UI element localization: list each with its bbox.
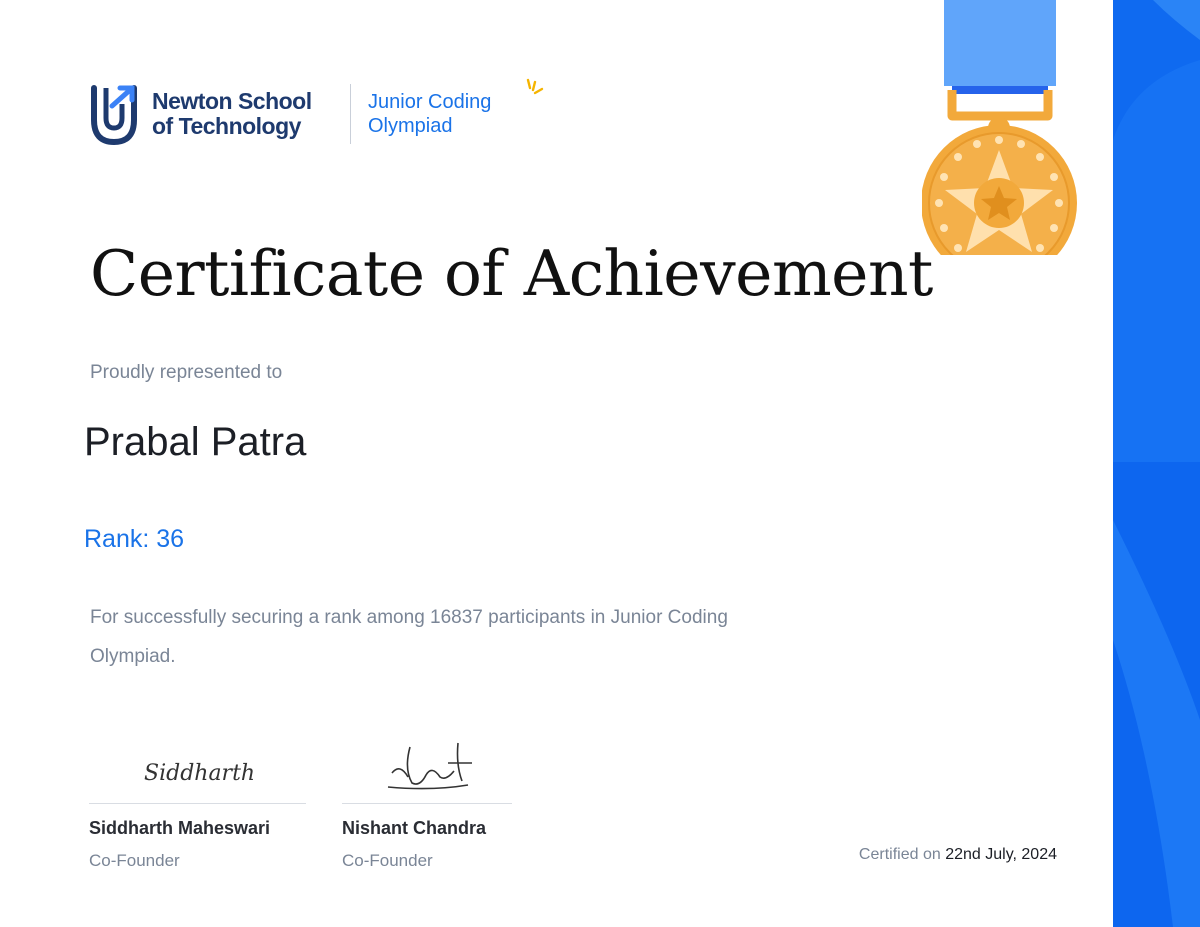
sparkle-icon bbox=[522, 78, 546, 100]
logo-divider bbox=[350, 84, 351, 144]
presented-text: Proudly represented to bbox=[90, 362, 283, 383]
certified-label: Certified on bbox=[858, 846, 941, 863]
rank-value: 36 bbox=[156, 525, 185, 553]
rank-label: Rank: bbox=[84, 525, 150, 553]
signatory-role: Co-Founder bbox=[89, 851, 180, 870]
certificate-title: Certificate of Achievement bbox=[90, 237, 933, 310]
program-name: Junior Coding Olympiad bbox=[368, 91, 492, 137]
signature-image bbox=[342, 735, 512, 803]
svg-text:Siddharth: Siddharth bbox=[144, 761, 256, 786]
signature-line bbox=[89, 803, 306, 804]
brand-logo bbox=[90, 82, 538, 146]
signatory-1 bbox=[89, 735, 306, 871]
medal-icon bbox=[922, 0, 1082, 255]
rank bbox=[84, 525, 184, 554]
signature-line bbox=[342, 803, 512, 804]
signatory-role: Co-Founder bbox=[342, 851, 433, 870]
certified-on bbox=[859, 846, 1057, 864]
signature-image bbox=[89, 735, 306, 803]
decorative-side-band bbox=[1113, 0, 1200, 927]
achievement-description: For successfully securing a rank among 16837 participants in Junior Coding Olympiad. bbox=[90, 607, 728, 667]
signatory-name: Nishant Chandra bbox=[342, 818, 487, 838]
signatory-2 bbox=[342, 735, 512, 871]
recipient-name: Prabal Patra bbox=[84, 420, 307, 464]
school-name: Newton School of Technology bbox=[152, 88, 312, 139]
signatory-name: Siddharth Maheswari bbox=[89, 818, 271, 838]
newton-logo-icon bbox=[90, 82, 138, 146]
certified-date: 22nd July, 2024 bbox=[945, 846, 1057, 863]
